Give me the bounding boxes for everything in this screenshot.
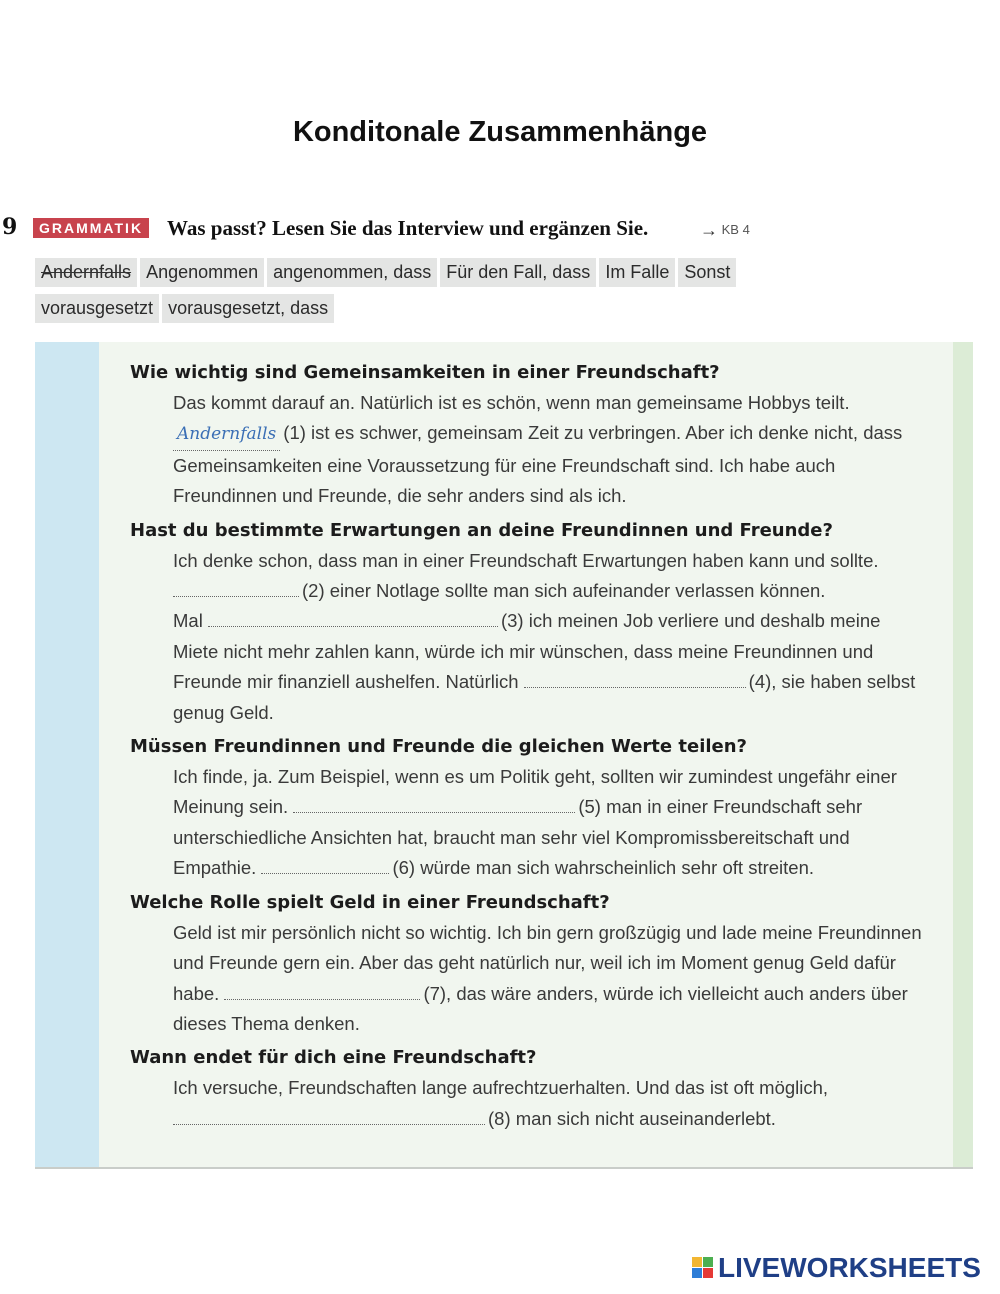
blank-2-input[interactable] <box>173 578 299 597</box>
answer-2 <box>173 546 930 728</box>
answer-1 <box>173 388 930 512</box>
answer-text: (6) würde man sich wahrscheinlich sehr oft streiten. <box>392 857 814 879</box>
blank-1-input[interactable]: Andernfalls <box>173 419 280 450</box>
question-3: Müssen Freundinnen und Freunde die gleichen Werte teilen? <box>130 736 748 758</box>
answer-4 <box>173 918 930 1040</box>
blank-8-input[interactable] <box>173 1106 485 1125</box>
answer-text: (4), sie haben selbst genug Geld. <box>173 671 916 723</box>
blank-3-input[interactable] <box>208 608 498 627</box>
word-bank <box>35 258 795 330</box>
answer-text: Geld ist mir persönlich nicht so wichtig. Ich bin gern großzügig und lade meine Freundinnen und Freunde gern ein. Aber das geht natürlich nur, weil ich im Moment genug Geld dafür habe. <box>173 921 922 1004</box>
answer-text: (5) man in einer Freundschaft sehr unterschiedliche Ansichten hat, braucht man sehr viel Kompromissbereitschaft und Empathie. <box>173 796 863 879</box>
word-chip[interactable]: Angenommen <box>140 258 264 287</box>
answer-text: (1) ist es schwer, gemeinsam Zeit zu verbringen. Aber ich denke nicht, dass Gemeinsamkeiten eine Voraussetzung für eine Freundschaft sind. Ich habe auch Freundinnen und Freunde, die sehr anders sind als ich. <box>173 422 903 507</box>
task-number: 9 <box>2 214 18 240</box>
answer-text: (3) ich meinen Job verliere und deshalb meine Miete nicht mehr zahlen kann, würde ich mir wünschen, dass meine Freundinnen und Freunde mir finanziell aushelfen. Natürlich <box>173 610 881 693</box>
word-chip[interactable]: Im Falle <box>599 258 675 287</box>
answer-text: (8) man sich nicht auseinanderlebt. <box>488 1107 776 1129</box>
answer-text: Das kommt darauf an. Natürlich ist es schön, wenn man gemeinsame Hobbys teilt. <box>173 392 850 413</box>
page-title: Konditonale Zusammenhänge <box>292 116 708 148</box>
answer-text: Ich finde, ja. Zum Beispiel, wenn es um Politik geht, sollten wir zumindest ungefähr einer Meinung sein. <box>173 766 897 818</box>
answer-3 <box>173 762 930 884</box>
arrow-right-icon: → <box>700 220 718 240</box>
question-1: Wie wichtig sind Gemeinsamkeiten in einer Freundschaft? <box>130 362 720 383</box>
word-chip[interactable]: Andernfalls <box>35 258 137 287</box>
right-band <box>953 342 973 1167</box>
question-5: Wann endet für dich eine Freundschaft? <box>130 1047 537 1069</box>
question-4: Welche Rolle spielt Geld in einer Freundschaft? <box>130 891 610 913</box>
answer-text: Ich versuche, Freundschaften lange aufrechtzuerhalten. Und das ist oft möglich, <box>173 1077 829 1099</box>
answer-text: (7), das wäre anders, würde ich vielleicht auch anders über dieses Thema denken. <box>173 982 908 1034</box>
blank-4-input[interactable] <box>524 669 746 688</box>
answer-text: Mal <box>173 610 203 632</box>
brand-blocks-icon <box>692 1257 714 1279</box>
left-band <box>35 342 99 1167</box>
question-2: Hast du bestimmte Erwartungen an deine Freundinnen und Freunde? <box>130 519 833 541</box>
blank-5-input[interactable] <box>293 794 575 813</box>
word-chip[interactable]: Sonst <box>678 258 736 287</box>
grammar-badge: GRAMMATIK <box>33 218 149 238</box>
answer-5 <box>173 1073 930 1134</box>
blank-7-input[interactable] <box>224 981 420 1000</box>
word-chip[interactable]: vorausgesetzt <box>35 294 159 323</box>
reference-label: KB 4 <box>721 222 750 237</box>
word-chip[interactable]: Für den Fall, dass <box>440 258 596 287</box>
word-chip[interactable]: vorausgesetzt, dass <box>162 294 334 323</box>
brand-name: LIVEWORKSHEETS <box>718 1252 981 1283</box>
word-chip[interactable]: angenommen, dass <box>267 258 437 287</box>
answer-text: (2) einer Notlage sollte man sich aufeinander verlassen können. <box>302 580 826 602</box>
interview-content <box>130 358 930 1138</box>
liveworksheets-logo <box>692 1252 981 1284</box>
blank-6-input[interactable] <box>261 855 389 874</box>
task-header <box>0 214 1000 244</box>
answer-text: Ich denke schon, dass man in einer Freundschaft Erwartungen haben kann und sollte. <box>173 549 879 571</box>
reference-link <box>700 220 750 241</box>
task-instruction: Was passt? Lesen Sie das Interview und ergänzen Sie. <box>167 216 649 240</box>
